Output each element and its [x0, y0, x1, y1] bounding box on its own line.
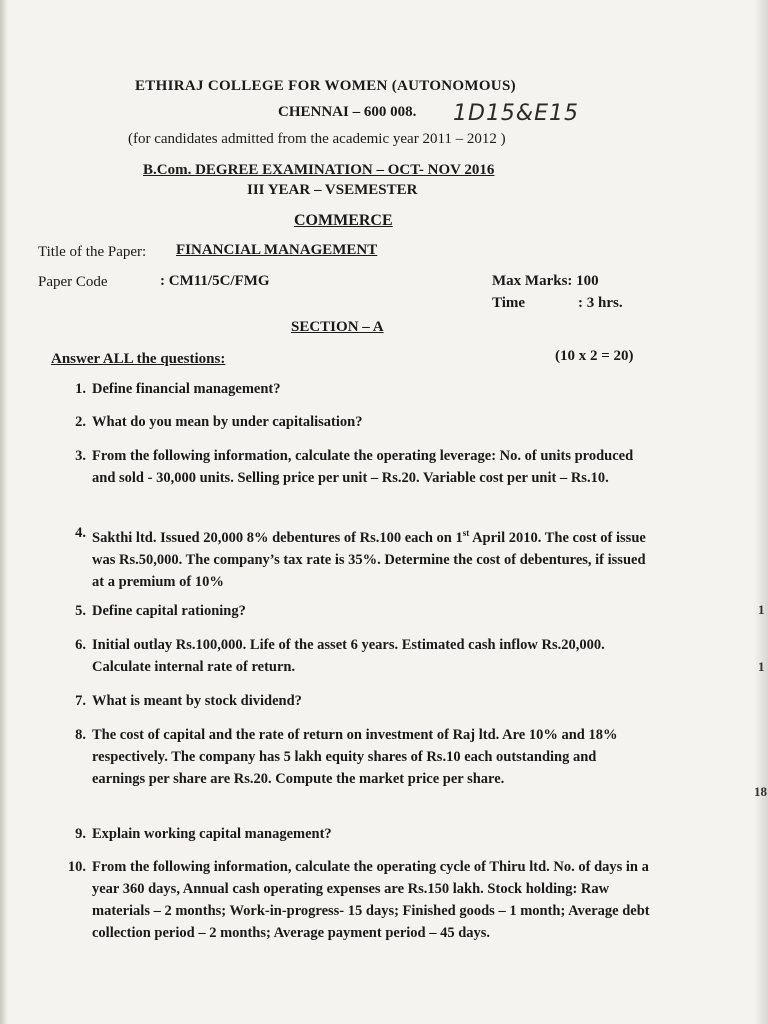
question-text: From the following information, calculate the operating leverage: No. of units produced and sold - 30,000 units. Selling price per unit – Rs.20. Variable cost per unit – Rs.10.: [92, 448, 634, 486]
question-text: What is meant by stock dividend?: [92, 693, 302, 709]
paper-code-label: Paper Code: [38, 274, 108, 290]
question-text: The cost of capital and the rate of return on investment of Raj ltd. Are 10% and 18% respectively. The company has 5 lakh equity shares of Rs.10 each outstanding and earnings per share are Rs.20. Compute the market price per share.: [92, 727, 618, 787]
question-text: Define financial management?: [92, 381, 281, 397]
paper-title-label: Title of the Paper:: [38, 244, 147, 260]
section-instruction: Answer ALL the questions:: [51, 351, 226, 367]
max-marks: Max Marks: 100: [492, 273, 599, 289]
question-number: 10.: [67, 859, 86, 875]
edge-mark: 1: [758, 602, 765, 617]
edge-mark: 18: [754, 784, 767, 799]
question-number: 6.: [75, 637, 86, 653]
question-text: From the following information, calculate the operating cycle of Thiru ltd. No. of days in a year 360 days, Annual cash operating expenses are Rs.150 lakh. Stock holding: Raw materials – 2 months; Work-in-progress- 15 days; Finished goods – 1 month; Average debt collection period – 2 months; Average payment period – 45 days.: [92, 859, 650, 941]
year-semester: III YEAR – VSEMESTER: [247, 182, 418, 198]
question-number: 7.: [75, 693, 86, 709]
question-number: 5.: [75, 603, 86, 619]
college-city: CHENNAI – 600 008.: [278, 104, 417, 120]
time-label: Time: [492, 295, 526, 311]
question-number: 9.: [75, 826, 86, 842]
question-text: Explain working capital management?: [92, 826, 332, 842]
question-number: 2.: [75, 414, 86, 430]
paper-code-value: : CM11/5C/FMG: [160, 273, 270, 289]
question-text: Sakthi ltd. Issued 20,000 8% debentures of Rs.100 each on 1st April 2010. The cost of issue was Rs.50,000. The company’s tax rate is 35%. Determine the cost of debentures, if issued at a premium of 10%: [92, 528, 646, 590]
candidates-note: (for candidates admitted from the academic year 2011 – 2012 ): [128, 131, 506, 147]
section-marks: (10 x 2 = 20): [555, 348, 634, 364]
page-right-shadow: [754, 0, 768, 1024]
subject-title: COMMERCE: [294, 212, 393, 229]
question-text: What do you mean by under capitalisation?: [92, 414, 363, 430]
question-number: 3.: [75, 448, 86, 464]
question-number: 1.: [75, 381, 86, 397]
handwritten-code: 1D15&E15: [453, 101, 579, 126]
superscript: st: [462, 528, 470, 538]
question-text: Define capital rationing?: [92, 603, 246, 619]
section-title: SECTION – A: [291, 319, 384, 335]
page-left-shadow: [0, 0, 8, 1024]
question-number: 8.: [75, 727, 86, 743]
college-name: ETHIRAJ COLLEGE FOR WOMEN (AUTONOMOUS): [135, 78, 516, 94]
question-text: Initial outlay Rs.100,000. Life of the asset 6 years. Estimated cash inflow Rs.20,000. Calculate internal rate of return.: [92, 637, 605, 675]
time-value: : 3 hrs.: [578, 295, 623, 311]
question-number: 4.: [75, 525, 86, 541]
exam-title: B.Com. DEGREE EXAMINATION – OCT- NOV 2016: [143, 162, 495, 178]
edge-mark: 1: [758, 659, 765, 674]
paper-title-value: FINANCIAL MANAGEMENT: [176, 242, 378, 258]
